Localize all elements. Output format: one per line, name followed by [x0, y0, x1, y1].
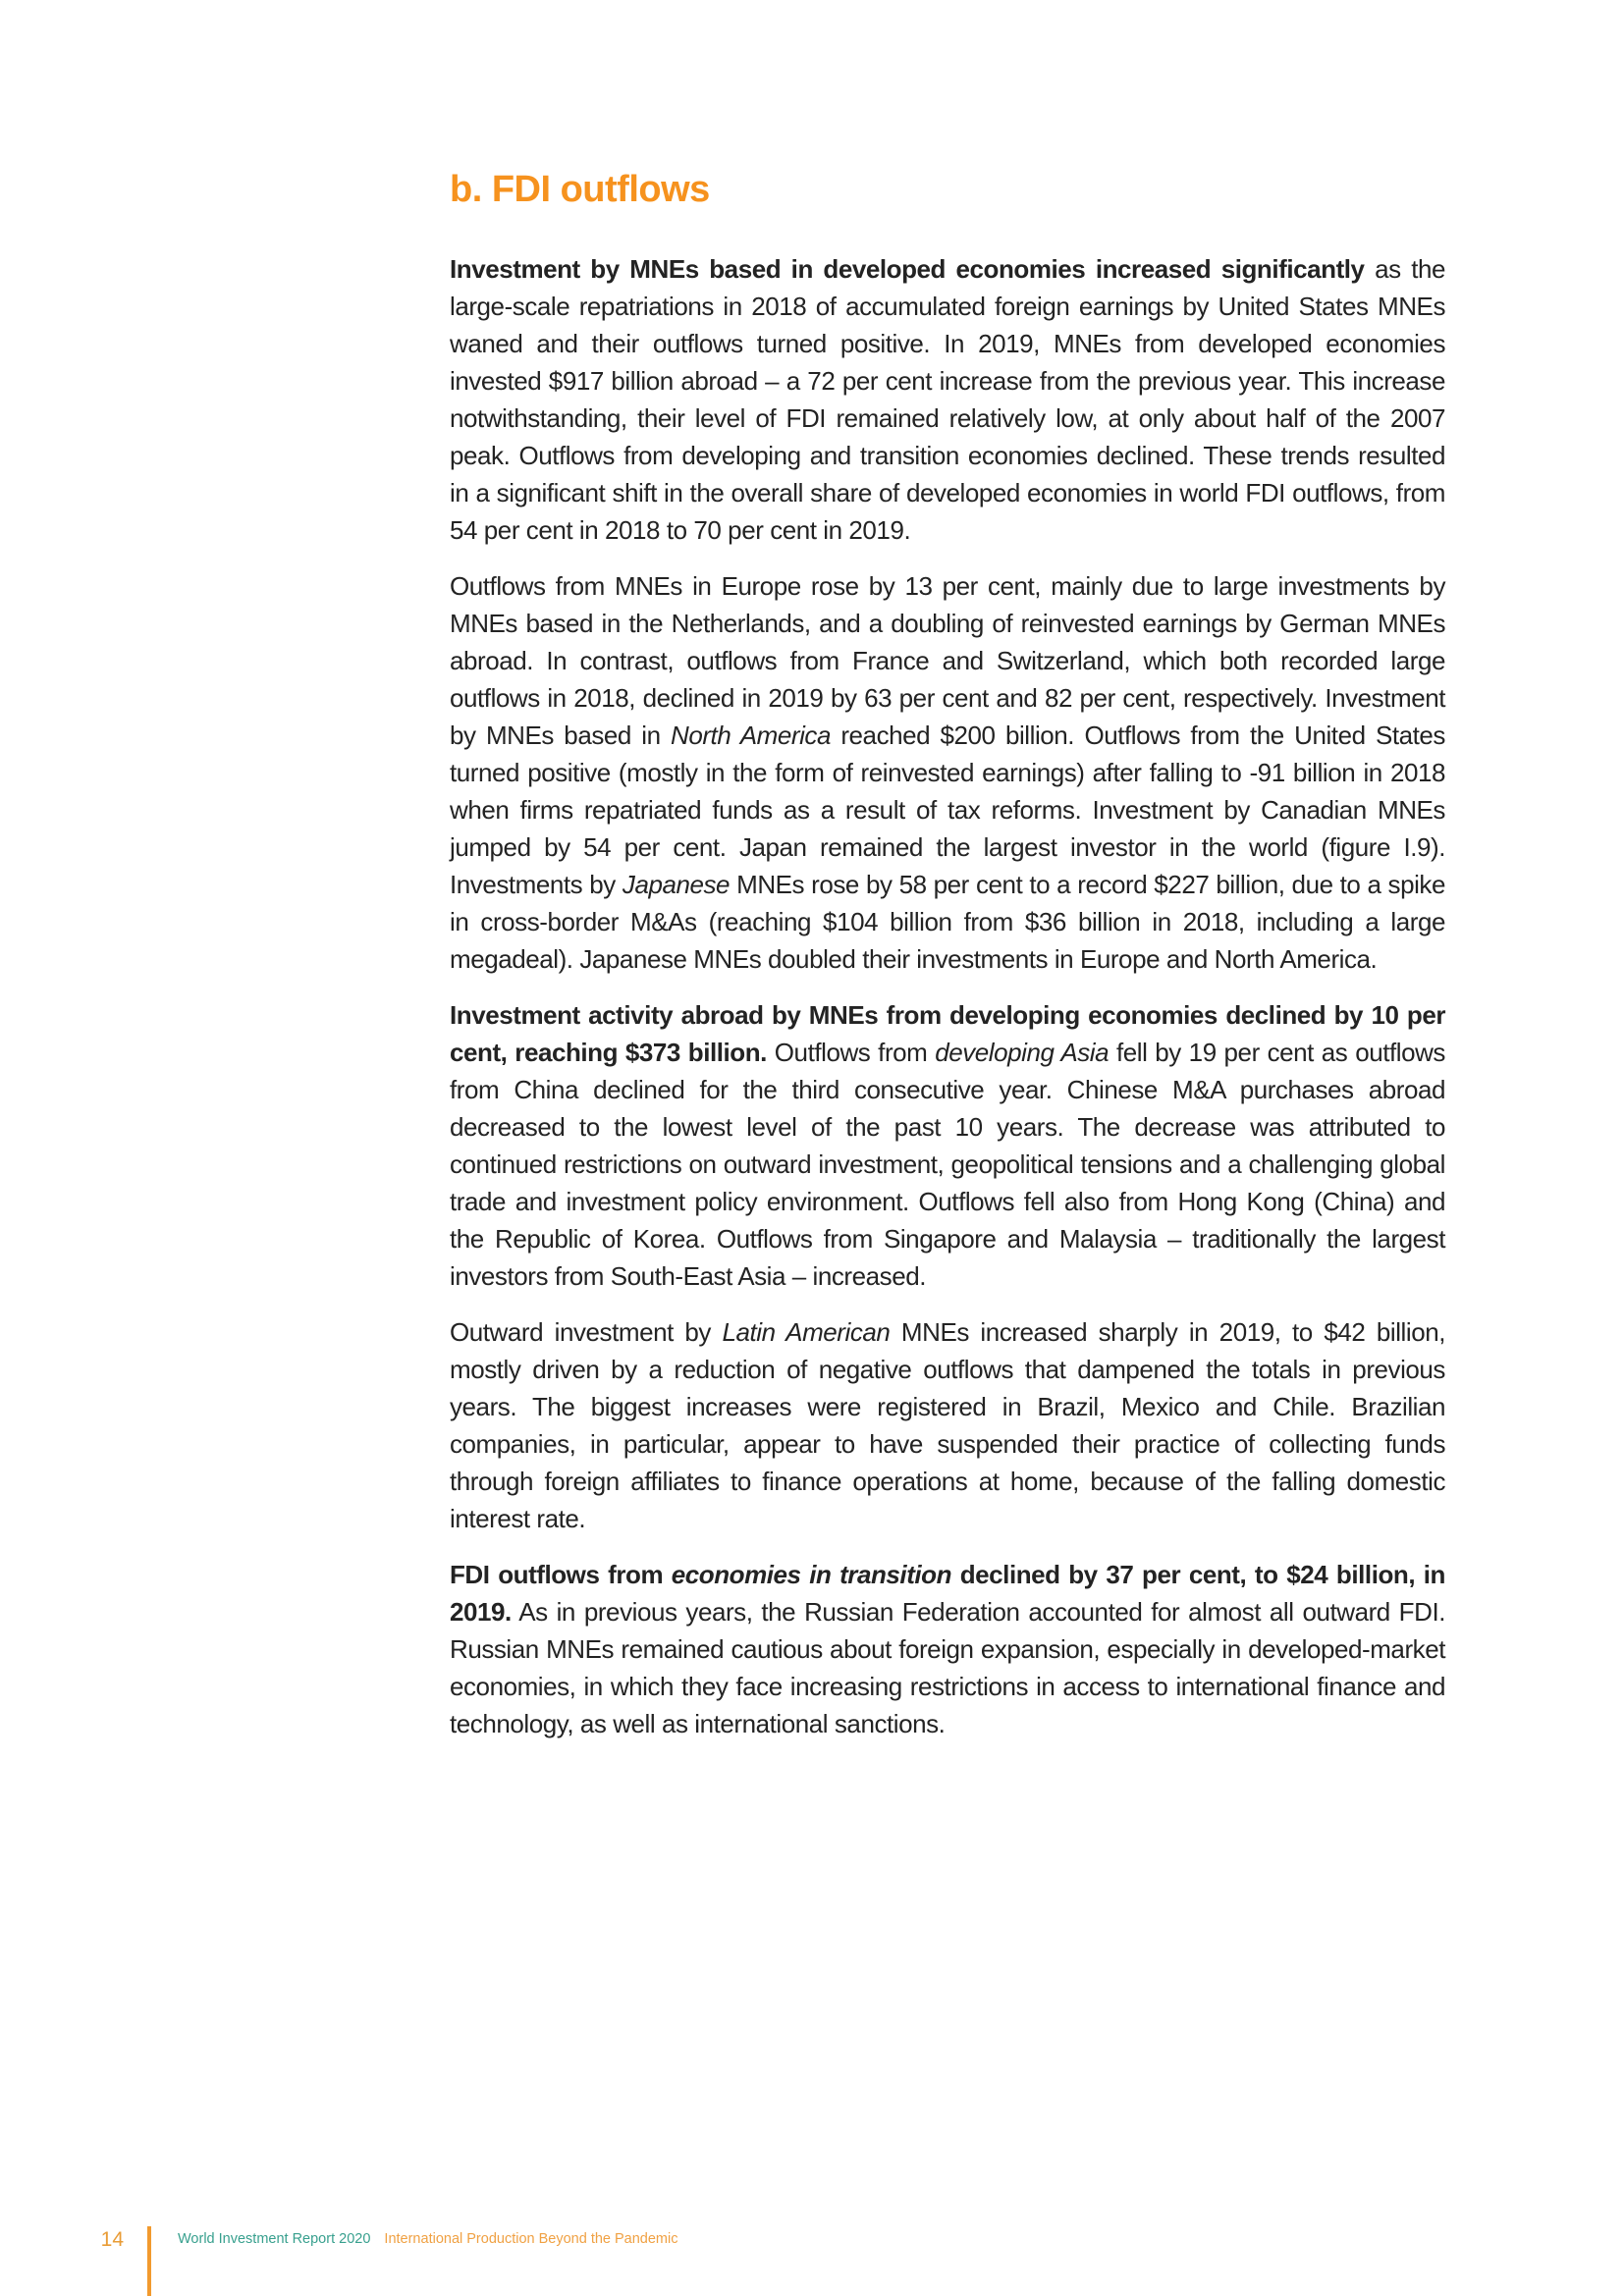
text-run: MNEs rose by 58 per cent to a record $227 billion, due to a spike in cross-border M&As (reaching $104 billion from $36 billion in 2018, including a large megadeal). Japanese MNEs doubled their investments in Europe and North America. — [450, 870, 1445, 974]
page-content — [450, 169, 1445, 1761]
text-run: fell by 19 per cent as outflows from China declined for the third consecutive year. Chinese M&A purchases abroad decreased to the lowest level of the past 10 years. The decrease was attributed to continued restrictions on outward investment, geopolitical tensions and a challenging global trade and investment policy environment. Outflows fell also from Hong Kong (China) and the Republic of Korea. Outflows from Singapore and Malaysia – traditionally the largest investors from South-East Asia – increased. — [450, 1038, 1445, 1291]
text-run: Outflows from MNEs in Europe rose by 13 per cent, mainly due to large investments by MNEs based in the Netherlands, and a doubling of reinvested earnings by German MNEs abroad. In contrast, outflows from France and Switzerland, which both recorded large outflows in 2018, declined in 2019 by 63 per cent and 82 per cent, respectively. Investment by MNEs based in — [450, 571, 1445, 750]
footer-report-title: World Investment Report 2020 — [178, 2231, 371, 2247]
paragraph — [450, 250, 1445, 549]
paragraph — [450, 1556, 1445, 1742]
text-run: Investment by MNEs based in developed economies increased significantly — [450, 254, 1365, 284]
paragraph — [450, 1313, 1445, 1537]
page-number: 14 — [100, 2228, 124, 2251]
text-run: as the large-scale repatriations in 2018 of accumulated foreign earnings by United States MNEs waned and their outflows turned positive. In 2019, MNEs from developed economies invested $917 billion abroad – a 72 per cent increase from the previous year. This increase notwithstanding, their level of FDI remained relatively low, at only about half of the 2007 peak. Outflows from developing and transition economies declined. These trends resulted in a significant shift in the overall share of developed economies in world FDI outflows, from 54 per cent in 2018 to 70 per cent in 2019. — [450, 254, 1445, 545]
text-run: North America — [671, 721, 831, 750]
article-body — [450, 250, 1445, 1742]
text-run: reached $200 billion. Outflows from the United States turned positive (mostly in the form of reinvested earnings) after falling to -91 billion in 2018 when firms repatriated funds as a result of tax reforms. Investment by Canadian MNEs jumped by 54 per cent. Japan remained the largest investor in the world (figure I.9). Investments by — [450, 721, 1445, 899]
text-run: Outward investment by — [450, 1317, 723, 1347]
text-run: Japanese — [622, 870, 731, 899]
text-run: economies in transition — [671, 1560, 952, 1589]
text-run: Latin American — [722, 1317, 891, 1347]
footer-titles — [178, 2231, 677, 2247]
paragraph — [450, 996, 1445, 1295]
text-run: As in previous years, the Russian Federation accounted for almost all outward FDI. Russian MNEs remained cautious about foreign expansion, especially in developed-market economies, in which they face increasing restrictions in access to international finance and technology, as well as international sanctions. — [450, 1597, 1445, 1738]
text-run: Investment activity abroad by MNEs from developing economies declined by 10 per cent, reaching $373 billion. — [450, 1000, 1445, 1067]
text-run: MNEs increased sharply in 2019, to $42 billion, mostly driven by a reduction of negative outflows that dampened the totals in previous years. The biggest increases were registered in Brazil, Mexico and Chile. Brazilian companies, in particular, appear to have suspended their practice of collecting funds through foreign affiliates to finance operations at home, because of the falling domestic interest rate. — [450, 1317, 1445, 1533]
section-heading: b. FDI outflows — [450, 169, 710, 210]
page-footer — [0, 2224, 1624, 2296]
text-run: FDI outflows from — [450, 1560, 672, 1589]
text-run: Outflows from — [766, 1038, 936, 1067]
text-run: developing Asia — [935, 1038, 1110, 1067]
text-run: declined by 37 per cent, to $24 billion, in 2019. — [450, 1560, 1445, 1627]
paragraph — [450, 567, 1445, 978]
footer-report-subtitle: International Production Beyond the Pandemic — [384, 2231, 678, 2247]
footer-divider — [147, 2226, 151, 2296]
